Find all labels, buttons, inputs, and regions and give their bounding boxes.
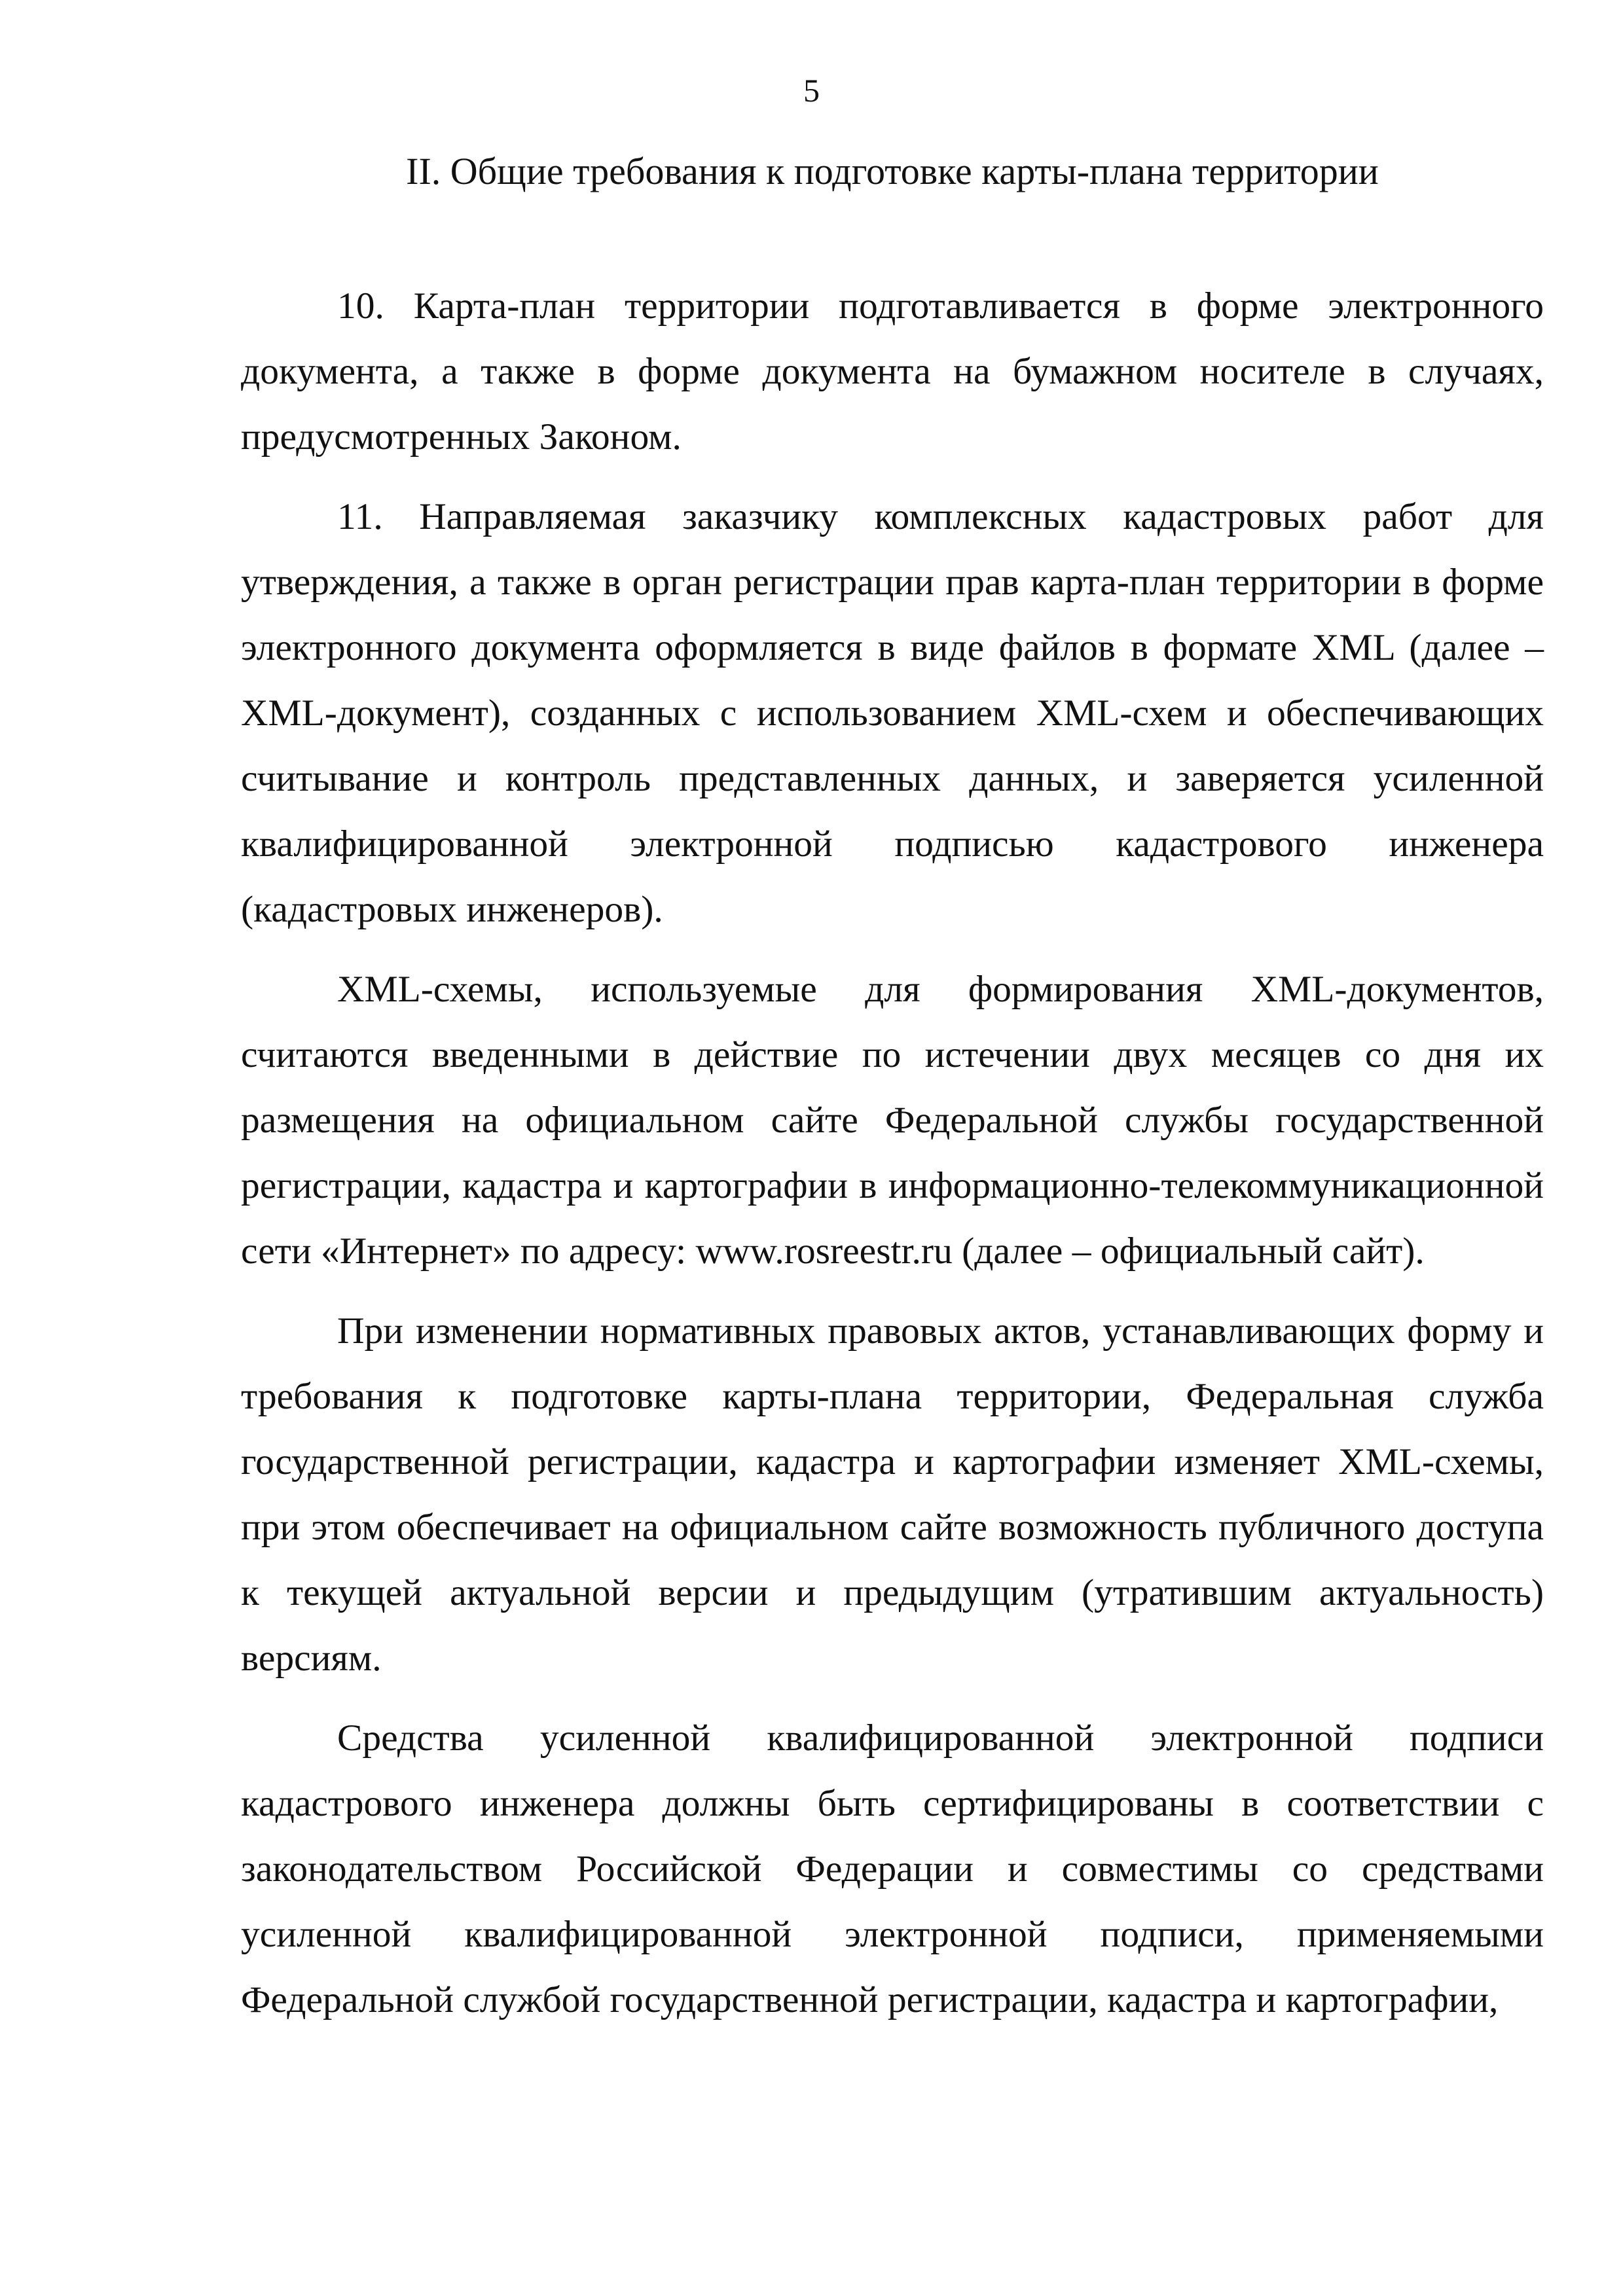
paragraph-schema-changes <box>241 1299 1544 1691</box>
paragraph-10 <box>241 274 1544 470</box>
paragraph-signature-tools <box>241 1706 1544 2033</box>
paragraph-text: XML-схемы, используемые для формирования XML-документов, считаются введенными в действие по истечении двух месяцев со дня их размещения на официальном сайте Федеральной службы государственной регистрации, кадастра и картографии в информационно-телекоммуникационной сети «Интернет» по адресу: www.rosreestr.ru (далее – официальный сайт). <box>241 969 1544 1272</box>
paragraph-number: 10. <box>337 285 384 327</box>
paragraph-xml-schemas <box>241 957 1544 1284</box>
paragraph-text: Карта-план территории подготавливается в форме электронного документа, а также в форме документа на бумажном носителе в случаях, предусмотренных Законом. <box>241 285 1544 457</box>
paragraph-number: 11. <box>337 496 383 537</box>
page-number: 5 <box>803 72 820 109</box>
section-heading: II. Общие требования к подготовке карты-плана территории <box>406 150 1379 192</box>
paragraph-text: Средства усиленной квалифицированной электронной подписи кадастрового инженера должны быть сертифицированы в соответствии с законодательством Российской Федерации и совместимы со средствами усиленной квалифицированной электронной подписи, применяемыми Федеральной службой государственной регистрации, кадастра и картографии, <box>241 1717 1544 2020</box>
paragraph-text: Направляемая заказчику комплексных кадастровых работ для утверждения, а также в орган регистрации прав карта-план территории в форме электронного документа оформляется в виде файлов в формате XML (далее – XML-документ), созданных с использованием XML-схем и обеспечивающих считывание и контроль представленных данных, и заверяется усиленной квалифицированной электронной подписью кадастрового инженера (кадастровых инженеров). <box>241 496 1544 930</box>
paragraph-text: При изменении нормативных правовых актов, устанавливающих форму и требования к подготовке карты-плана территории, Федеральная служба государственной регистрации, кадастра и картографии изменяет XML-схемы, при этом обеспечивает на официальном сайте возможность публичного доступа к текущей актуальной версии и предыдущим (утратившим актуальность) версиям. <box>241 1310 1544 1679</box>
body-text <box>241 274 1544 2047</box>
paragraph-11 <box>241 484 1544 942</box>
